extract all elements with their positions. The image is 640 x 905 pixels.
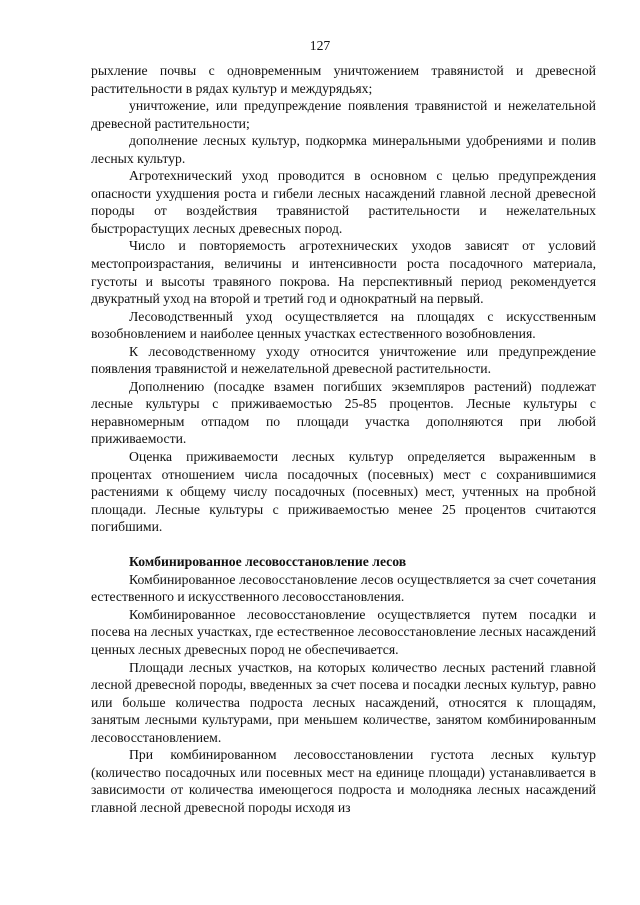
page-body [91,62,596,816]
section-heading: Комбинированное лесовосстановление лесов [129,554,407,570]
paragraph: Лесоводственный уход осуществляется на площадях с искусственным возобновлением и наиболее ценных участках естественного возобновления. [91,308,596,342]
paragraph: Комбинированное лесовосстановление осуществляется путем посадки и посева на лесных участках, где естественное лесовосстановление лесных насаждений ценных лесных древесных пород не обеспечивается. [91,606,596,657]
page-number: 127 [309,38,331,53]
paragraph: дополнение лесных культур, подкормка минеральными удобрениями и полив лесных культур. [91,133,596,166]
paragraph: Дополнению (посадке взамен погибших экземпляров растений) подлежат лесные культуры с приживаемостью 25-85 процентов. Лесные культуры с неравномерным отпадом по площади участка дополняются при любой приживаемости. [91,378,596,447]
paragraph: Комбинированное лесовосстановление лесов осуществляется за счет сочетания естественного и искусственного лесовосстановления. [91,571,596,605]
paragraph: Число и повторяемость агротехнических уходов зависят от условий местопроизрастания, величины и интенсивности роста посадочного материала, густоты и высоты травяного покрова. На перспективный период рекомендуется двукратный уход на второй и третий год и однократный на первый. [91,238,596,307]
paragraph: Агротехнический уход проводится в основном с целью предупреждения опасности ухудшения роста и гибели лесных насаждений главной лесной древесной породы от воздействия травянистой растительности и нежелательных быстрорастущих лесных древесных пород. [91,168,596,236]
section-spacer [91,536,596,554]
paragraph: Площади лесных участков, на которых количество лесных растений главной лесной древесной породы, введенных за счет посева и посадки лесных культур, равно или больше количества подроста лесных насаждений, относятся к площадям, занятым лесными культурами, при меньшем количестве, занятом комбинированным лесовосстановлением. [91,659,596,745]
paragraph: Оценка приживаемости лесных культур определяется выраженным в процентах отношением числа посадочных (посевных) мест с сохранившимися растениями к общему числу посадочных (посевных) мест, учтенных на пробной площади. Лесные культуры с приживаемостью менее 25 процентов считаются погибшими. [91,449,596,535]
paragraph: уничтожение, или предупреждение появления травянистой и нежелательной древесной растительности; [91,98,596,131]
paragraph: При комбинированном лесовосстановлении густота лесных культур (количество посадочных или посевных мест на единице площади) устанавливается в зависимости от количества имеющегося подроста и молодняка лесных насаждений главной лесной древесной породы исходя из [91,747,596,815]
paragraph: К лесоводственному уходу относится уничтожение или предупреждение появления травянистой и нежелательной древесной растительности. [91,343,596,377]
paragraph-continued: рыхление почвы с одновременным уничтожением травянистой и древесной растительности в рядах культур и междурядьях; [91,63,596,96]
